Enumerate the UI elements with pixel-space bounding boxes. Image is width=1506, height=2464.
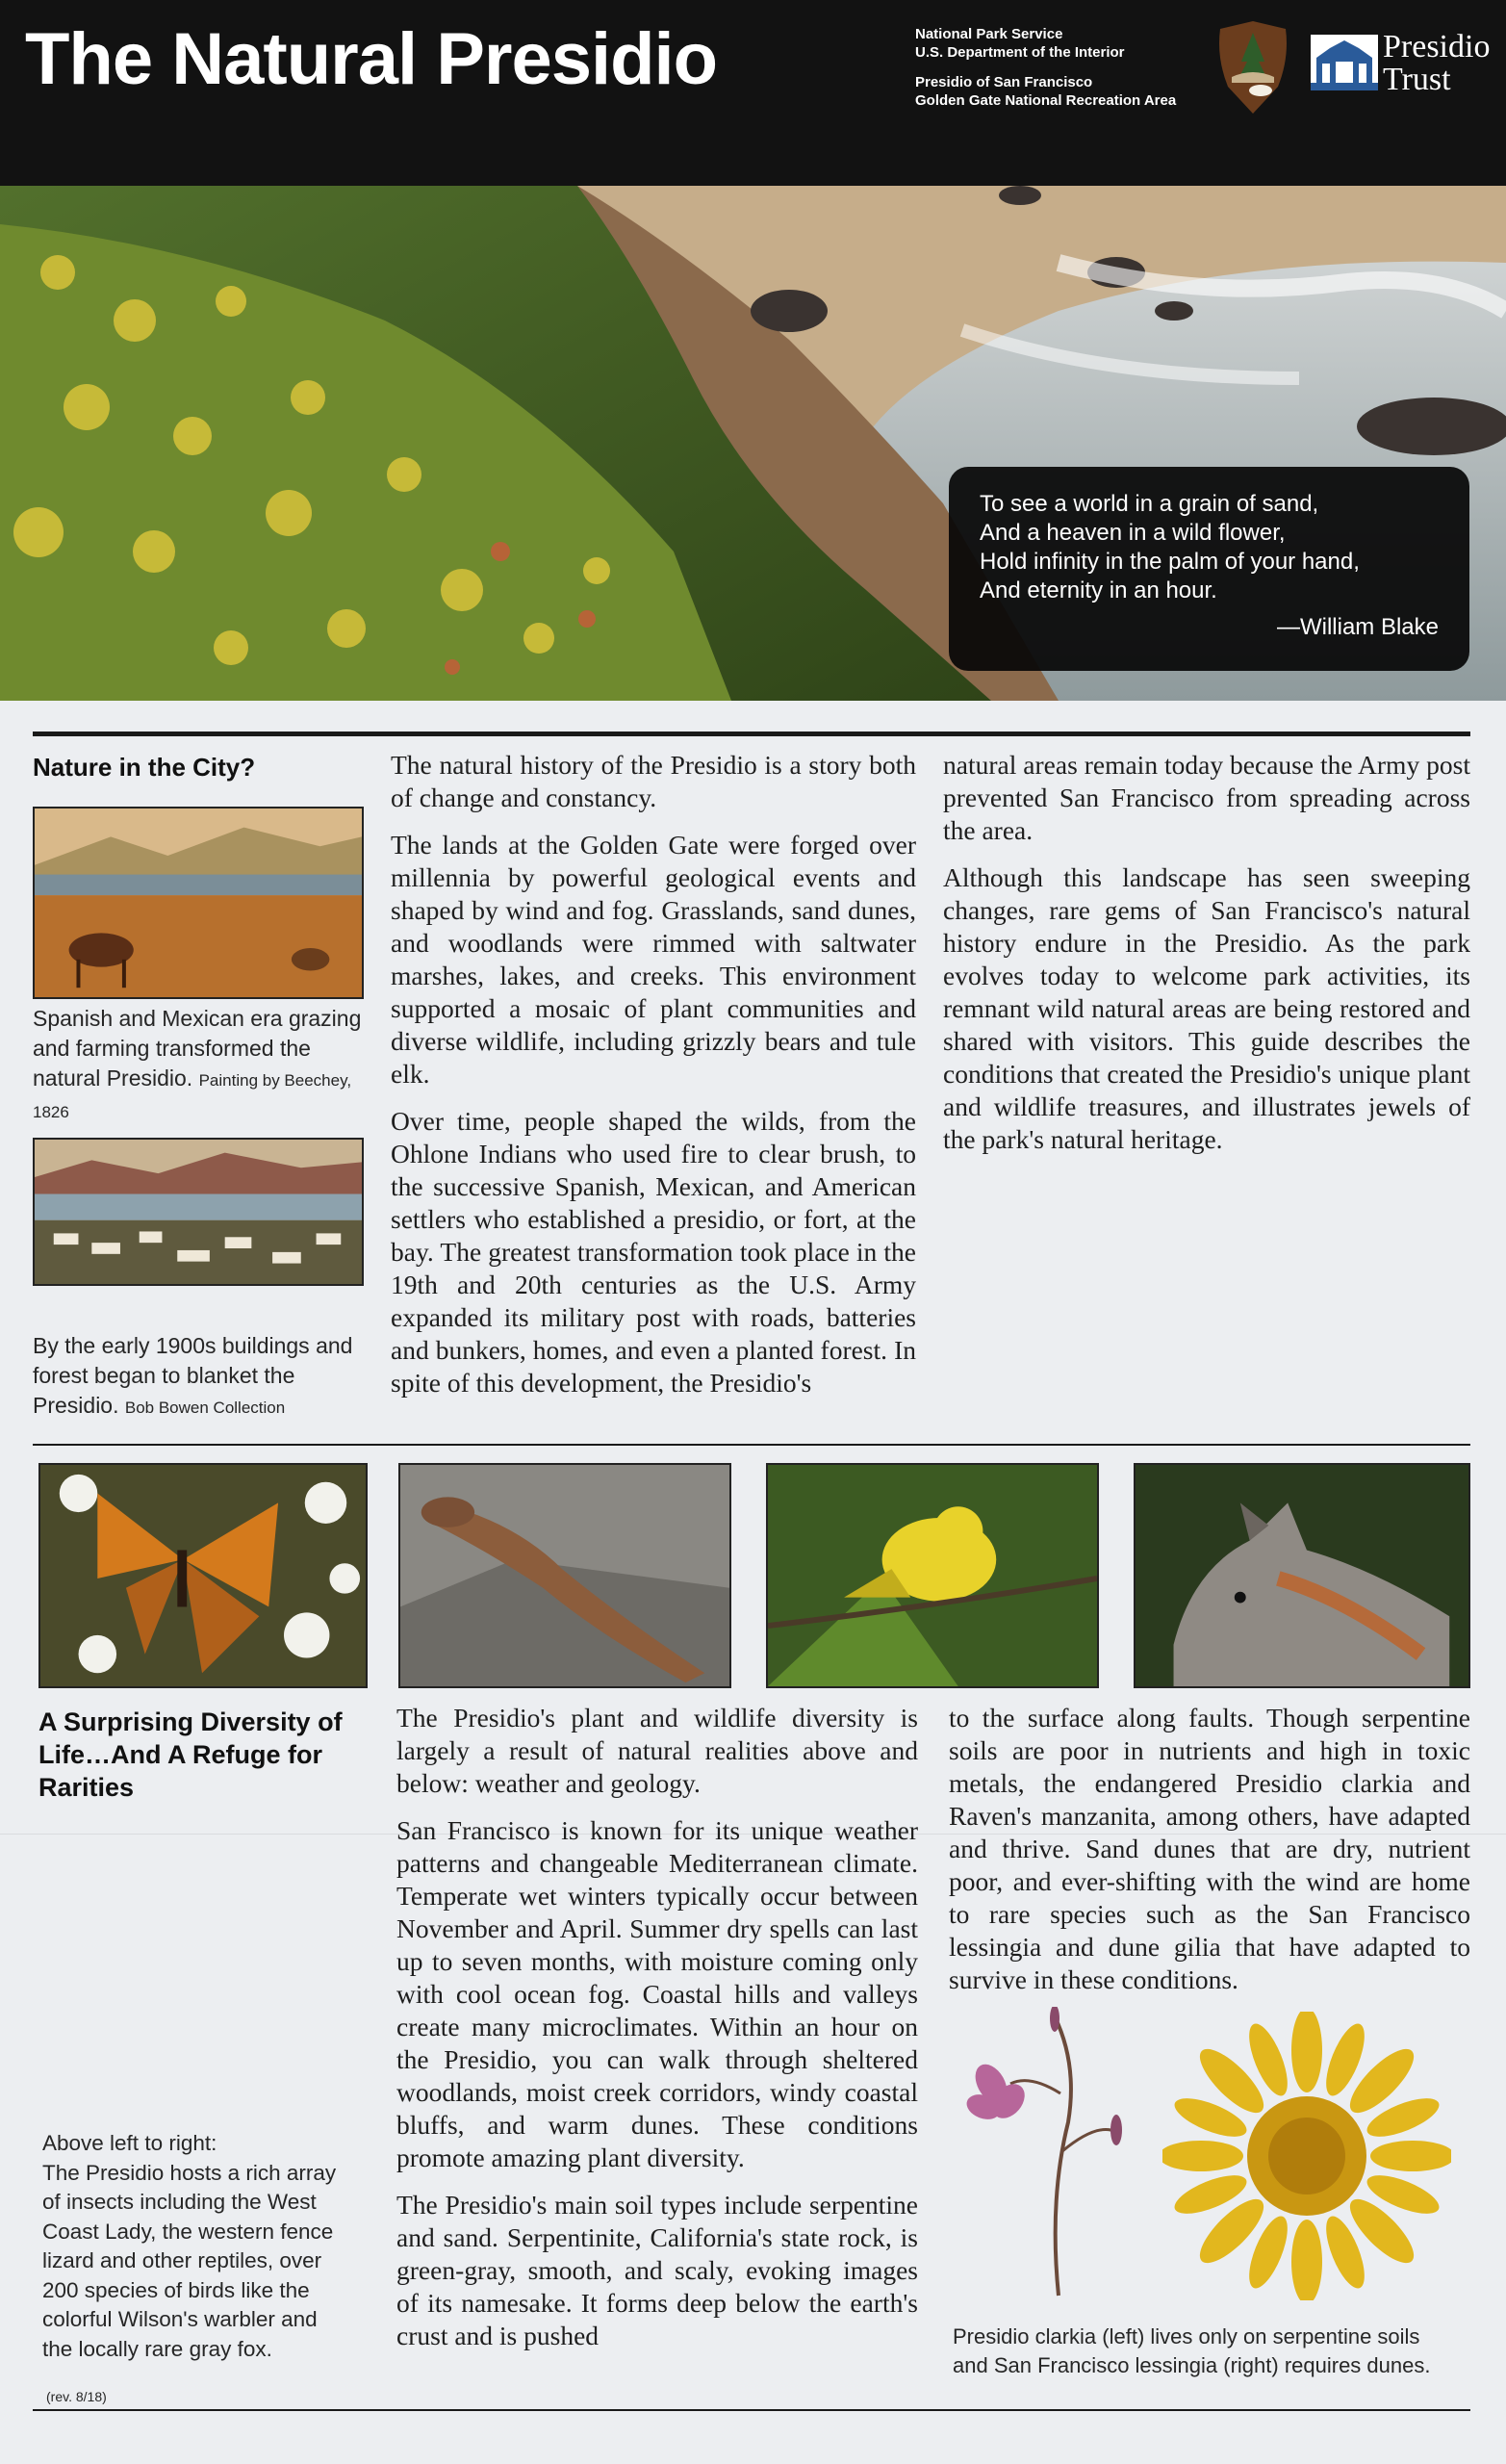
trust-name-line: Presidio [1383,29,1491,64]
agency-line: Golden Gate National Recreation Area [915,92,1177,109]
heading-line: Life…And A Refuge for [38,1740,322,1769]
paragraph: Over time, people shaped the wilds, from the Ohlone Indians who used fire to clear brush, to the successive Spanish, Mexican, and American settlers who established a presidio, or fort, at the bay. The greatest transformation took place in the 19th and 20th centuries as the U.S. Army expanded its military post with roads, batteries and bunkers, homes, and even a planted forest. In spite of this development, the Presidio's [391,1106,916,1398]
photo-caption [33,1331,371,1423]
flower-caption [953,2323,1472,2380]
page-title: The Natural Presidio [25,18,718,100]
quote-line: And eternity in an hour. [980,578,1217,603]
painting-caption [33,1004,371,1127]
beechey-painting-image [33,807,364,999]
paragraph: to the surface along faults. Though serpentine soils are poor in nutrients and high in toxic metals, the endangered Presidio clarkia and Raven's manzanita, among others, have adapted and thrive. Sand dunes that are dry, nutrient poor, and ever-shifting with the wind are home to rare species such as the San Francisco lessingia and dune gilia that have adapted to survive in these conditions. [949,1703,1470,1994]
paragraph: Although this landscape has seen sweeping changes, rare gems of San Francisco's natural history endure in the Presidio. As the park evolves today to welcome park activities, its remnant wild natural areas are being restored and shared with visitors. This guide describes the conditions that created the Presidio's unique plant and wildlife treasures, and illustrates jewels of the park's natural heritage. [943,862,1470,1154]
agency-line: U.S. Department of the Interior [915,44,1125,61]
intro-column-2 [943,749,1470,1170]
diversity-column-1 [396,1702,918,2367]
paragraph: San Francisco is known for its unique weather patterns and changeable Mediterranean climate. Temperate wet winters typically occur between November and April. Summer dry spells can last up to seven months, with moisture coming only with cool ocean fog. Coastal hills and valleys create many microclimates. Within an hour on the Presidio, you can walk through sheltered woodlands, moist creek corridors, windy coastal bluffs, and warm dunes. These conditions promote amazing plant diversity. [396,1815,918,2172]
presidio-trust-logo [1311,35,1378,90]
paper-fold-line [0,1834,1506,1835]
trust-name-line: Trust [1383,62,1451,97]
caption-credit: Painting by Beechey, 1826 [33,1071,352,1121]
west-coast-lady-photo [38,1463,368,1688]
revision-note: (rev. 8/18) [46,2389,107,2404]
quote-line: Hold infinity in the palm of your hand, [980,549,1360,575]
caption-line: Coast Lady, the western fence [42,2219,334,2244]
footer-divider [33,2409,1470,2411]
paragraph: The Presidio's plant and wildlife diversity is largely a result of natural realities above and below: weather and geology. [396,1703,918,1798]
quote-line: To see a world in a grain of sand, [980,491,1319,517]
wilsons-warbler-photo [766,1463,1099,1688]
nps-arrowhead-logo [1214,19,1291,116]
paragraph: The natural history of the Presidio is a story both of change and constancy. [391,750,916,812]
caption-line: lizard and other reptiles, over [42,2248,322,2272]
header-bar [0,0,1506,186]
paragraph: natural areas remain today because the Army post prevented San Francisco from spreading across the area. [943,750,1470,845]
caption-credit: Bob Bowen Collection [124,1399,286,1417]
heading-line: Rarities [38,1773,135,1802]
early-1900s-photo [33,1138,364,1286]
caption-text: Spanish and Mexican era grazing and farming transformed the natural Presidio. [33,1006,362,1091]
quote-attribution: —William Blake [1276,614,1439,640]
quote-line: And a heaven in a wild flower, [980,520,1286,546]
diversity-column-2 [949,1702,1470,2011]
section-heading-diversity [38,1706,343,1804]
paragraph: The lands at the Golden Gate were forged over millennia by powerful geological events and shaped by wind and fog. Grasslands, sand dunes, and woodlands were rimmed with saltwater marshes, lakes, and creeks. This environment supported a mosaic of plant communities and diverse wildlife, including grizzly bears and tule elk. [391,830,916,1089]
heading-line: A Surprising Diversity of [38,1707,343,1736]
caption-line: Presidio clarkia (left) lives only on serpentine soils [953,2324,1420,2348]
wildlife-photos-caption [42,2129,379,2364]
presidio-trust-name [1383,31,1490,96]
caption-line: Above left to right: [42,2131,217,2155]
intro-column-1 [391,749,916,1414]
caption-line: The Presidio hosts a rich array [42,2160,337,2185]
section-divider [33,1444,1470,1446]
caption-line: the locally rare gray fox. [42,2336,272,2361]
gray-fox-photo [1134,1463,1470,1688]
caption-line: of insects including the West [42,2190,317,2214]
caption-text: By the early 1900s buildings and forest began to blanket the Presidio. [33,1333,353,1418]
presidio-clarkia-illustration [962,2007,1155,2305]
western-fence-lizard-photo [398,1463,731,1688]
agency-line: Presidio of San Francisco [915,74,1093,90]
agency-block [915,25,1204,110]
section-heading-nature: Nature in the City? [33,753,256,782]
sf-lessingia-illustration [1162,2012,1451,2300]
paragraph: The Presidio's main soil types include serpentine and sand. Serpentinite, California's state rock, is green-gray, smooth, and scaly, evoking images of its namesake. It forms deep below the earth's crust and is pushed [396,2190,918,2350]
quote-box [949,467,1469,671]
agency-line: National Park Service [915,26,1063,42]
agency-spacer [915,62,1204,73]
section-divider [33,732,1470,736]
caption-line: 200 species of birds like the [42,2277,310,2302]
caption-line: colorful Wilson's warbler and [42,2307,318,2331]
caption-line: and San Francisco lessingia (right) requires dunes. [953,2353,1431,2377]
